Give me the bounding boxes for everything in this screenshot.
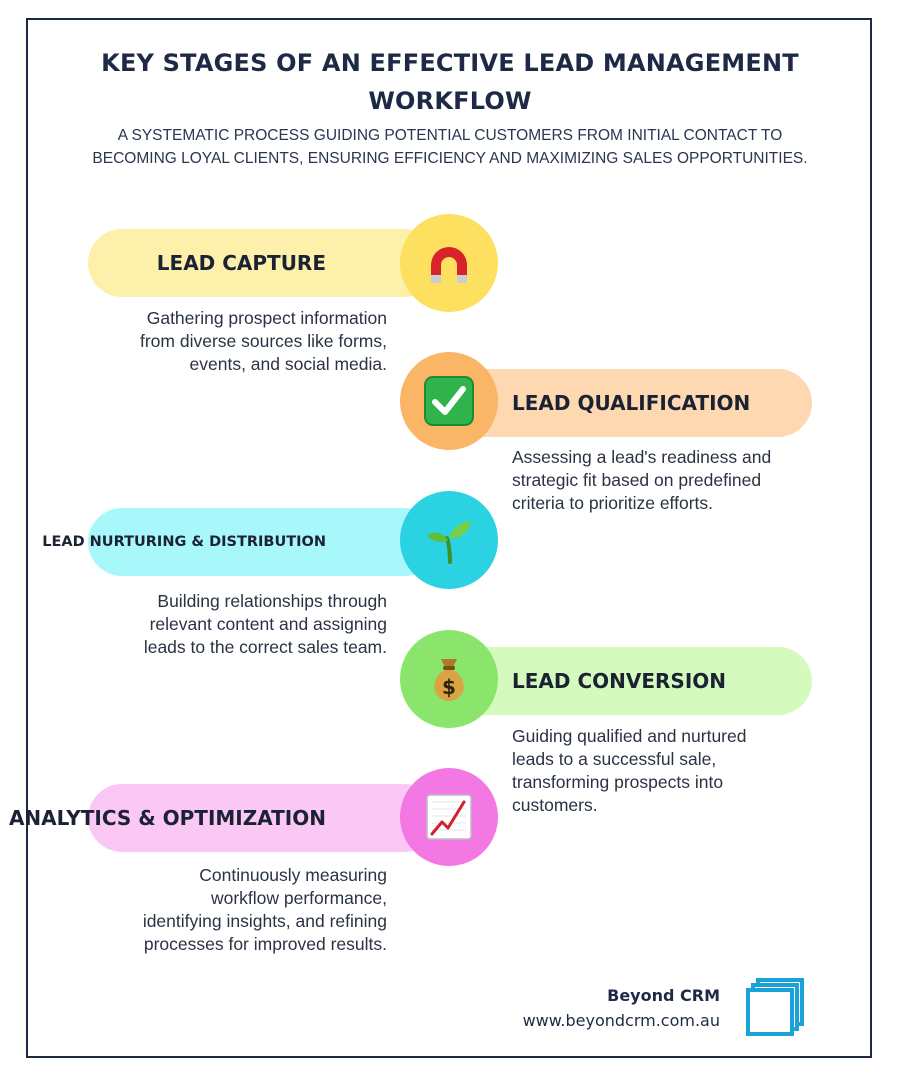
title-line-1: KEY STAGES OF AN EFFECTIVE LEAD MANAGEMENT <box>101 49 799 77</box>
seedling-icon <box>423 514 475 566</box>
stage-label: LEAD CAPTURE <box>156 251 326 275</box>
description-line: transforming prospects into <box>512 772 724 792</box>
stage-label: LEAD CONVERSION <box>512 669 726 693</box>
magnet-icon <box>421 235 477 291</box>
description-line: processes for improved results. <box>143 934 387 954</box>
stage-lead-conversion-description <box>512 725 802 817</box>
stage-label: LEAD NURTURING & DISTRIBUTION <box>42 534 326 550</box>
description-line: workflow performance, <box>210 888 387 908</box>
stage-lead-nurturing-description <box>87 590 387 659</box>
description-line: leads to the correct sales team. <box>143 637 387 657</box>
description-line: Guiding qualified and nurtured <box>512 726 747 746</box>
money-bag-icon <box>423 653 475 705</box>
description-line: Assessing a lead's readiness and <box>512 447 772 467</box>
stage-lead-capture-pill <box>88 229 438 297</box>
stage-lead-nurturing-circle <box>400 491 498 589</box>
stage-lead-qualification-circle <box>400 352 498 450</box>
subtitle-line-1: A SYSTEMATIC PROCESS GUIDING POTENTIAL CUSTOMERS FROM INITIAL CONTACT TO <box>117 127 783 144</box>
stage-lead-capture-description <box>87 307 387 376</box>
description-line: Gathering prospect information <box>146 308 387 328</box>
svg-text:$: $ <box>442 675 456 699</box>
description-line: Continuously measuring <box>199 865 387 885</box>
stage-label: LEAD QUALIFICATION <box>512 391 751 415</box>
page-subtitle <box>90 124 810 170</box>
stage-analytics-pill <box>8 784 438 852</box>
description-line: Building relationships through <box>157 591 387 611</box>
stage-label: ANALYTICS & OPTIMIZATION <box>8 806 326 830</box>
stage-lead-capture-circle <box>400 214 498 312</box>
check-mark-icon <box>423 375 475 427</box>
chart-increasing-icon <box>424 792 474 842</box>
description-line: strategic fit based on predefined <box>512 470 762 490</box>
stage-lead-conversion-circle <box>400 630 498 728</box>
page-title <box>60 44 840 120</box>
beyond-crm-logo-icon <box>744 978 806 1042</box>
description-line: customers. <box>512 795 598 815</box>
stage-analytics-description <box>87 864 387 956</box>
stage-lead-nurturing-pill <box>42 508 438 576</box>
stage-lead-conversion-pill <box>450 647 812 715</box>
description-line: relevant content and assigning <box>149 614 387 634</box>
brand-url[interactable]: www.beyondcrm.com.au <box>522 1011 720 1030</box>
description-line: events, and social media. <box>189 354 387 374</box>
subtitle-line-2: BECOMING LOYAL CLIENTS, ENSURING EFFICIENCY AND MAXIMIZING SALES OPPORTUNITIES. <box>92 150 808 167</box>
description-line: from diverse sources like forms, <box>139 331 387 351</box>
stage-lead-qualification-description <box>512 446 802 515</box>
brand-name: Beyond CRM <box>607 986 720 1005</box>
stage-analytics-circle <box>400 768 498 866</box>
title-line-2: WORKFLOW <box>368 87 532 115</box>
description-line: criteria to prioritize efforts. <box>512 493 713 513</box>
description-line: leads to a successful sale, <box>512 749 717 769</box>
description-line: identifying insights, and refining <box>142 911 387 931</box>
stage-lead-qualification-pill <box>450 369 812 437</box>
